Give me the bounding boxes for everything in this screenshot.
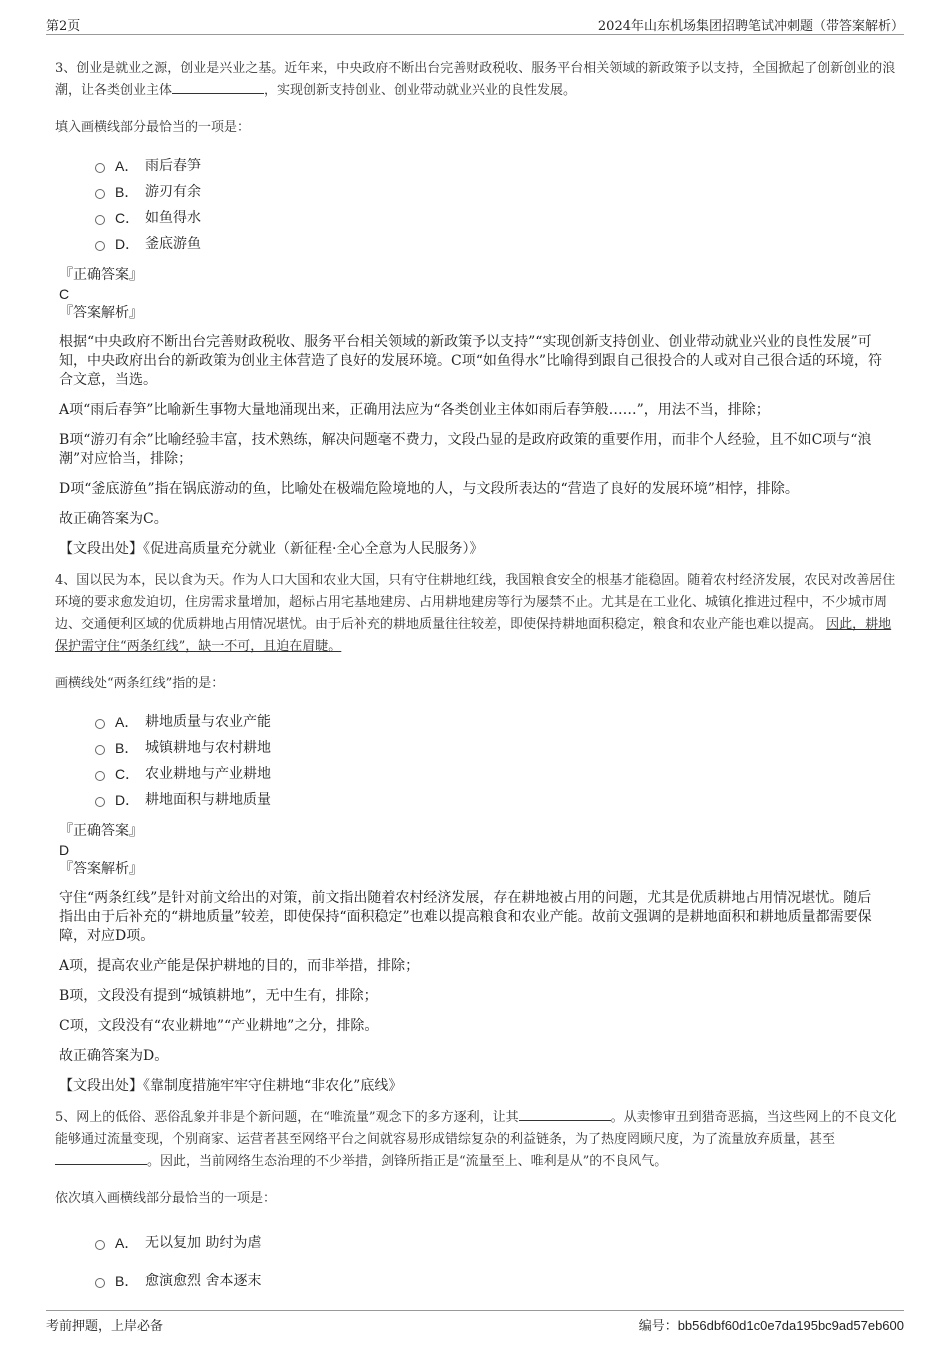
- analysis-label: 『答案解析』: [59, 861, 143, 877]
- option-b[interactable]: B． 游刃有余: [95, 179, 900, 205]
- radio-icon[interactable]: [95, 215, 105, 225]
- radio-icon[interactable]: [95, 1278, 105, 1288]
- radio-icon[interactable]: [95, 1240, 105, 1250]
- analysis-paragraph: A项“雨后春笋”比喻新生事物大量地涌现出来，正确用法应为“各类创业主体如雨后春笋般……”，用法不当，排除；: [59, 402, 770, 418]
- question-5: [55, 1107, 900, 1300]
- radio-icon[interactable]: [95, 241, 105, 251]
- radio-icon[interactable]: [95, 771, 105, 781]
- option-list: [95, 153, 900, 257]
- answer-label: 『正确答案』: [59, 823, 143, 839]
- question-stem: 5、网上的低俗、恶俗乱象并非是个新问题，在“唯流量”观念下的多方逐利，让其 。从卖惨审丑到猎奇恶搞，当这些网上的不良文化能够通过流量变现，个别商家、运营者甚至网络平台之间就容易形成错综复杂的利益链条，为了热度罔顾尺度，为了流量放弃质量，甚至。因此，当前网络生态治理的不少举措，剑锋所指正是“流量至上、唯利是从”的不良风气。: [55, 1107, 900, 1173]
- question-4: [55, 570, 900, 1096]
- option-b[interactable]: B． 城镇耕地与农村耕地: [95, 735, 900, 761]
- question-stem: 3、创业是就业之源，创业是兴业之基。近年来，中央政府不断出台完善财政税收、服务平台相关领域的新政策予以支持，全国掀起了创新创业的浪潮，让各类创业主体 ，实现创新支持创业、创业带动就业兴业的良性发展。: [55, 61, 896, 98]
- answer-value: C: [59, 286, 70, 302]
- radio-icon[interactable]: [95, 719, 105, 729]
- fill-blank: [172, 80, 264, 94]
- fill-blank: [519, 1107, 611, 1121]
- option-b[interactable]: B． 愈演愈烈 舍本逐末: [95, 1262, 900, 1300]
- analysis-conclusion: 故正确答案为D。: [59, 1048, 169, 1064]
- document-body: [55, 58, 900, 1300]
- option-d[interactable]: D． 釜底游鱼: [95, 231, 900, 257]
- analysis-paragraph: 守住“两条红线”是针对前文给出的对策，前文指出随着农村经济发展，存在耕地被占用的问题，尤其是优质耕地占用情况堪忧。随后指出由于后补充的“耕地质量”较差，即使保持“面积稳定”也难以提高粮食和农业产能。故前文强调的是耕地面积和耕地质量都需要保障，对应D项。: [59, 890, 872, 944]
- option-c[interactable]: C． 如鱼得水: [95, 205, 900, 231]
- option-a[interactable]: A． 耕地质量与农业产能: [95, 709, 900, 735]
- page-number: 第2页: [46, 19, 81, 34]
- analysis-paragraph: B项，文段没有提到“城镇耕地”，无中生有，排除；: [59, 988, 378, 1004]
- question-stem: 4、国以民为本，民以食为天。作为人口大国和农业大国，只有守住耕地红线，我国粮食安全的根基才能稳固。随着农村经济发展，农民对改善居住环境的要求愈发迫切，住房需求量增加，超标占用宅基地建房、占用耕地建房等行为屡禁不止。尤其是在工业化、城镇化推进过程中，不少城市周边、交通便利区域的优质耕地占用情况堪忧。由于后补充的耕地质量往往较差，即使保持耕地面积稳定，粮食和农业产能也难以提高。 因此，耕地保护需守住“两条红线”，缺一不可，且迫在眉睫。: [55, 573, 896, 654]
- underlined-sentence: 因此，耕地保护需守住“两条红线”，缺一不可，且迫在眉睫。: [55, 617, 892, 654]
- analysis-paragraph: A项，提高农业产能是保护耕地的目的，而非举措，排除；: [59, 958, 420, 974]
- option-d[interactable]: D． 耕地面积与耕地质量: [95, 787, 900, 813]
- radio-icon[interactable]: [95, 163, 105, 173]
- question-prompt: 依次填入画横线部分最恰当的一项是：: [55, 1191, 277, 1206]
- document-title: 2024年山东机场集团招聘笔试冲刺题（带答案解析）: [597, 19, 904, 34]
- analysis-paragraph: D项“釜底游鱼”指在锅底游动的鱼，比喻处在极端危险境地的人，与文段所表达的“营造了良好的发展环境”相悖，排除。: [59, 481, 799, 497]
- option-a[interactable]: A． 雨后春笋: [95, 153, 900, 179]
- answer-label: 『正确答案』: [59, 267, 143, 283]
- analysis-paragraph: B项“游刃有余”比喻经验丰富，技术熟练，解决问题毫不费力，文段凸显的是政府政策的重要作用，而非个人经验，且不如C项与“浪潮”对应恰当，排除；: [59, 432, 872, 467]
- option-a[interactable]: A． 无以复加 助纣为虐: [95, 1224, 900, 1262]
- option-list: [95, 709, 900, 813]
- source-citation: 【文段出处】《靠制度措施牢牢守住耕地“非农化”底线》: [59, 1078, 403, 1094]
- radio-icon[interactable]: [95, 745, 105, 755]
- document-id: 编号：bb56dbf60d1c0e7da195bc9ad57eb600: [638, 1318, 904, 1333]
- option-c[interactable]: C． 农业耕地与产业耕地: [95, 761, 900, 787]
- option-list: [95, 1224, 900, 1300]
- analysis-paragraph: C项，文段没有“农业耕地”“产业耕地”之分，排除。: [59, 1018, 379, 1034]
- question-prompt: 画横线处“两条红线”指的是：: [55, 676, 225, 691]
- page-header: [46, 12, 904, 35]
- fill-blank: [55, 1151, 147, 1165]
- footer-slogan: 考前押题，上岸必备: [46, 1319, 164, 1334]
- analysis-conclusion: 故正确答案为C。: [59, 511, 168, 527]
- question-prompt: 填入画横线部分最恰当的一项是：: [55, 120, 251, 135]
- source-citation: 【文段出处】《促进高质量充分就业（新征程·全心全意为人民服务）》: [59, 541, 484, 557]
- question-3: [55, 58, 900, 559]
- analysis-paragraph: 根据“中央政府不断出台完善财政税收、服务平台相关领域的新政策予以支持”“实现创新支持创业、创业带动就业兴业的良性发展”可知，中央政府出台的新政策为创业主体营造了良好的发展环境。C项“如鱼得水”比喻得到跟自己很投合的人或对自己很合适的环境，符合文意，当选。: [59, 334, 883, 388]
- page-footer: [46, 1310, 904, 1333]
- radio-icon[interactable]: [95, 797, 105, 807]
- answer-value: D: [59, 842, 70, 858]
- analysis-label: 『答案解析』: [59, 305, 143, 321]
- radio-icon[interactable]: [95, 189, 105, 199]
